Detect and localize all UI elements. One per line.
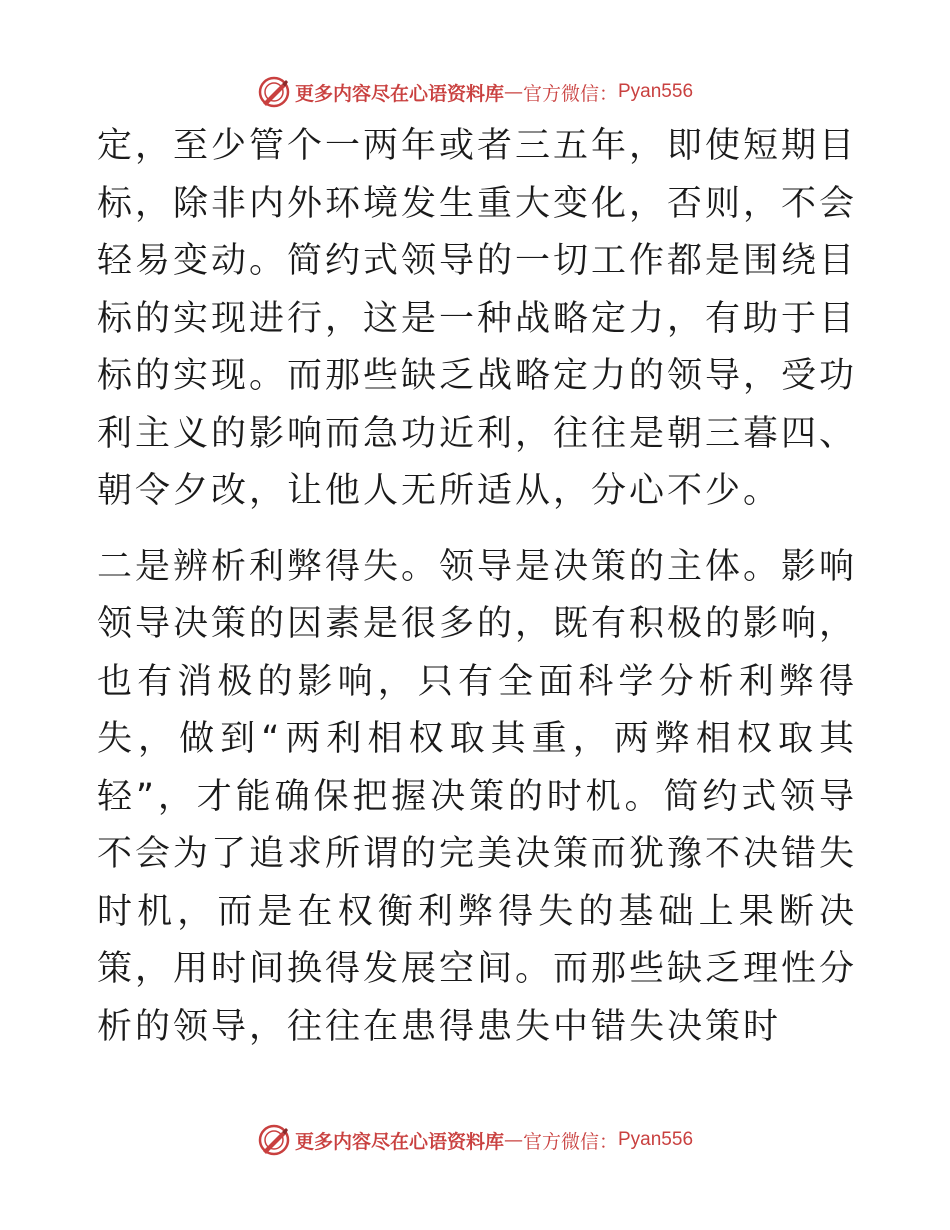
banner-contact-id: Pyan556 [618,81,694,102]
pen-logo-icon [257,75,291,109]
footer-banner [0,1120,950,1160]
banner-separator: — [503,1129,523,1151]
banner-contact-label: 官方微信： [522,1130,618,1153]
banner-main-text: 更多内容尽在心语资料库 [294,1130,504,1153]
banner-contact-label: 官方微信： [522,82,618,105]
banner-separator: — [503,81,523,103]
pen-logo-icon [257,1123,291,1157]
document-body [97,118,857,1056]
paragraph-2: 二是辨析利弊得失。领导是决策的主体。影响领导决策的因素是很多的，既有积极的影响，也有消极的影响，只有全面科学分析利弊得失，做到“两利相权取其重，两弊相权取其轻”，才能确保把握决策的时机。简约式领导不会为了追求所谓的完美决策而犹豫不决错失时机，而是在权衡利弊得失的基础上果断决策，用时间换得发展空间。而那些缺乏理性分析的领导，往往在患得患失中错失决策时 [97,546,858,1047]
banner-main-text: 更多内容尽在心语资料库 [294,82,504,105]
banner-contact-id: Pyan556 [618,1129,694,1150]
paragraph-1: 定，至少管个一两年或者三五年，即使短期目标，除非内外环境发生重大变化，否则，不会轻易变动。简约式领导的一切工作都是围绕目标的实现进行，这是一种战略定力，有助于目标的实现。而那些缺乏战略定力的领导，受功利主义的影响而急功近利，往往是朝三暮四、朝令夕改，让他人无所适从，分心不少。 [97,126,858,511]
header-banner [0,72,950,112]
